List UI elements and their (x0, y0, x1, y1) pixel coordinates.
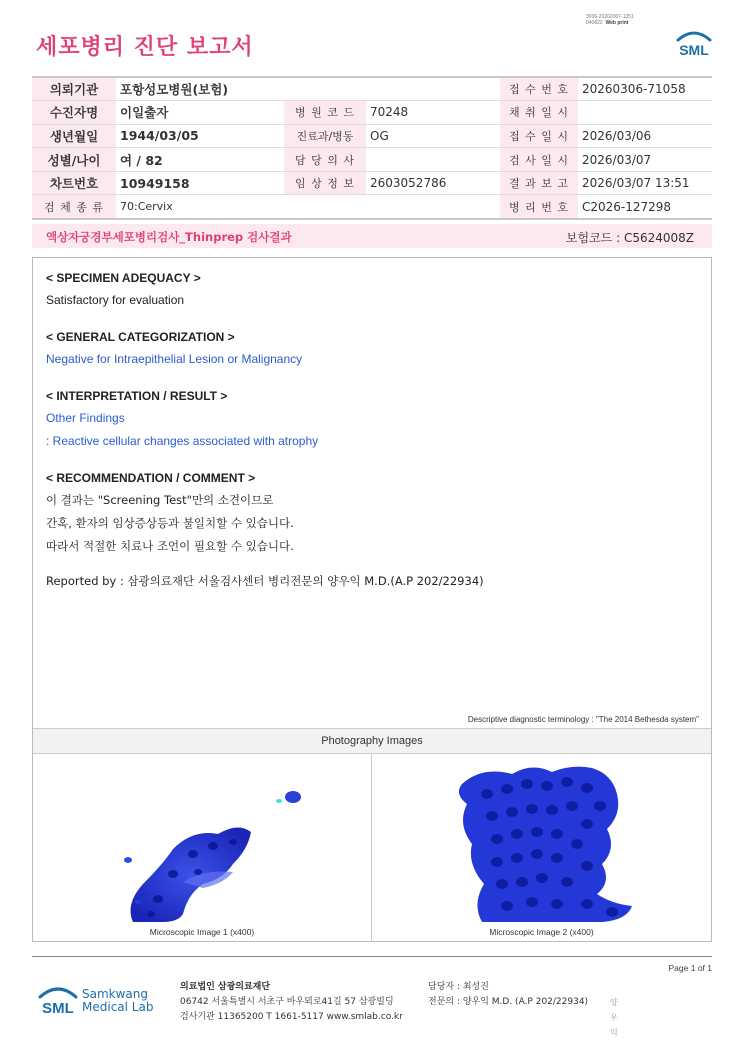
terminology-note: Descriptive diagnostic terminology : "The 2014 Bethesda system" (467, 715, 699, 724)
org-contact: 검사기관 11365200 T 1661-5117 www.smlab.co.kr (180, 1012, 403, 1022)
pathologist: 전문의 : 양우익 M.D. (A.P 202/22934) (428, 997, 589, 1007)
categorization-text: Negative for Intraepithelial Lesion or Malignancy (46, 352, 303, 366)
label-clinical-info: 임 상 정 보 (284, 171, 366, 195)
label-requesting-hospital: 의뢰기관 (32, 77, 116, 101)
cell-cluster-image (372, 754, 711, 924)
image-caption: Microscopic Image 2 (x400) (489, 927, 594, 937)
recommendation-line: 간혹, 환자의 임상증상등과 불일치할 수 있습니다. (46, 516, 294, 530)
value-patient-name: 이일출자 (116, 101, 284, 125)
microscopic-image-1 (33, 754, 372, 942)
value-hospital-code: 70248 (366, 101, 500, 125)
value-department: OG (366, 124, 500, 148)
info-row (32, 77, 712, 101)
value-chart-number: 10949158 (116, 171, 284, 195)
photography-header: Photography Images (33, 728, 711, 754)
test-name: 액상자궁경부세포병리검사_Thinprep 검사결과 (46, 230, 292, 244)
staff-in-charge: 담당자 : 최성진 (428, 982, 489, 992)
recommendation-line: 따라서 적절한 치료나 조언이 필요할 수 있습니다. (46, 539, 294, 553)
adequacy-heading: < SPECIMEN ADEQUACY > (46, 271, 201, 285)
label-birth-date: 생년월일 (32, 124, 116, 148)
value-accession-number: 20260306-71058 (578, 77, 712, 101)
print-meta (586, 14, 666, 26)
microscopic-image-2 (372, 754, 711, 942)
info-row (32, 101, 712, 125)
value-result-report: 2026/03/07 13:51 (578, 171, 712, 195)
page-number: Page 1 of 1 (668, 963, 712, 973)
sml-logo-icon (36, 980, 80, 1024)
label-department: 진료과/병동 (284, 124, 366, 148)
lab-name: Samkwang Medical Lab (82, 987, 154, 1014)
value-received-date: 2026/03/06 (578, 124, 712, 148)
label-physician: 담 당 의 사 (284, 148, 366, 172)
interpretation-finding: Other Findings (46, 411, 125, 425)
reported-by: Reported by : 삼광의료재단 서울검사센터 병리전문의 양우익 M.D.(A.P 202/22934) (46, 574, 484, 588)
recommendation-heading: < RECOMMENDATION / COMMENT > (46, 471, 256, 485)
svg-text:SML: SML (679, 42, 709, 58)
result-panel (32, 257, 712, 942)
signature: 양우익 (610, 998, 618, 1037)
value-physician (366, 148, 500, 172)
print-mode: 040822 Web print (586, 20, 629, 26)
value-clinical-info: 2603052786 (366, 171, 500, 195)
categorization-heading: < GENERAL CATEGORIZATION > (46, 330, 235, 344)
value-test-date: 2026/03/07 (578, 148, 712, 172)
info-row (32, 195, 712, 219)
info-row (32, 148, 712, 172)
org-address: 06742 서울특별시 서초구 바우뫼로41길 57 삼광빌딩 (180, 997, 394, 1007)
footer-logo (36, 980, 166, 1024)
report-title: 세포병리 진단 보고서 (36, 35, 254, 60)
adequacy-text: Satisfactory for evaluation (46, 293, 185, 307)
label-pathology-number: 병 리 번 호 (500, 195, 578, 219)
info-row (32, 171, 712, 195)
label-result-report: 결 과 보 고 (500, 171, 578, 195)
interpretation-detail: : Reactive cellular changes associated with atrophy (46, 434, 319, 448)
label-test-date: 검 사 일 시 (500, 148, 578, 172)
patient-info-table (32, 76, 712, 220)
interpretation-heading: < INTERPRETATION / RESULT > (46, 389, 228, 403)
sml-logo-icon (674, 24, 714, 64)
footer-divider (32, 956, 712, 957)
image-caption: Microscopic Image 1 (x400) (149, 927, 255, 937)
label-sex-age: 성별/나이 (32, 148, 116, 172)
value-sex-age: 여 / 82 (116, 148, 284, 172)
label-accession-number: 접 수 번 호 (500, 77, 578, 101)
value-birth-date: 1944/03/05 (116, 124, 284, 148)
value-requesting-hospital: 포항성모병원(보험) (116, 77, 500, 101)
svg-text:SML: SML (42, 1000, 74, 1017)
label-patient-name: 수진자명 (32, 101, 116, 125)
info-row (32, 124, 712, 148)
print-job-id: 3036-20260307-1351 (586, 14, 634, 20)
label-collection-date: 채 취 일 시 (500, 101, 578, 125)
org-name: 의료법인 삼광의료재단 (180, 982, 271, 992)
label-hospital-code: 병 원 코 드 (284, 101, 366, 125)
label-chart-number: 차트번호 (32, 171, 116, 195)
value-pathology-number: C2026-127298 (578, 195, 712, 219)
label-specimen-type: 검 체 종 류 (32, 195, 116, 219)
cell-cluster-image (33, 754, 372, 924)
value-collection-date (578, 101, 712, 125)
footer-organization (180, 980, 403, 1025)
value-specimen-type: 70:Cervix (116, 195, 500, 219)
insurance-code: 보험코드 : C5624008Z (565, 231, 694, 245)
label-received-date: 접 수 일 시 (500, 124, 578, 148)
test-header (32, 224, 712, 248)
recommendation-line: 이 결과는 "Screening Test"만의 소견이므로 (46, 493, 274, 507)
footer-staff (428, 980, 618, 1037)
